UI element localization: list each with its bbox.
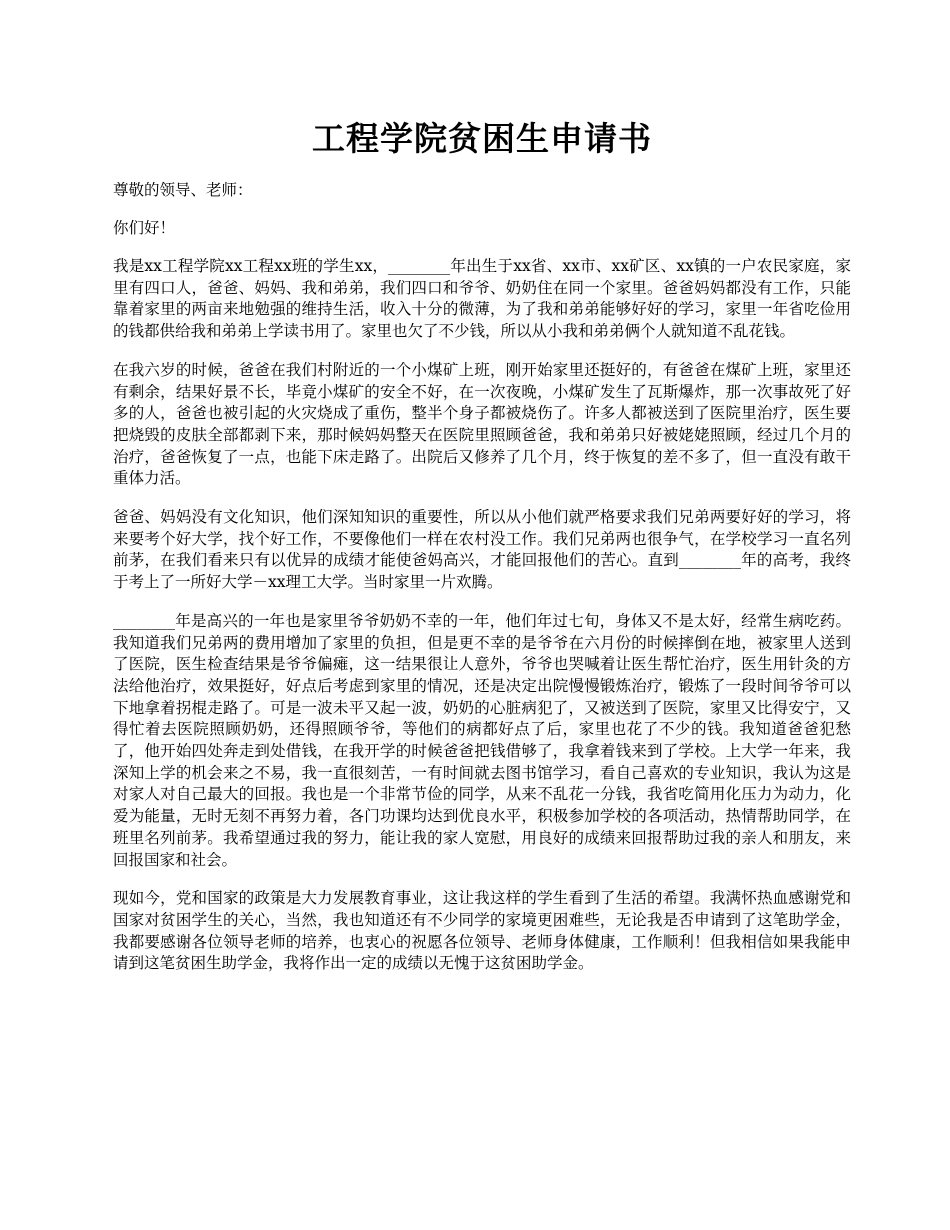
paragraph-education: 爸爸、妈妈没有文化知识，他们深知知识的重要性，所以从小他们就严格要求我们兄弟两要好好的学习，将来要考个好大学，找个好工作，不要像他们一样在农村没工作。我们兄弟两也很争气，在学校学习一直名列前茅，在我们看来只有以优异的成绩才能使爸妈高兴，才能回报他们的苦心。直到________年的高考，我终于考上了一所好大学－xx理工大学。当时家里一片欢腾。 bbox=[113, 508, 851, 592]
greeting: 你们好！ bbox=[113, 219, 176, 237]
paragraph-grandparents-and-study: ________年是高兴的一年也是家里爷爷奶奶不幸的一年，他们年过七旬，身体又不是太好，经常生病吃药。我知道我们兄弟两的费用增加了家里的负担，但是更不幸的是爷爷在六月份的时候摔倒在地，被家里人送到了医院，医生检查结果是爷爷偏瘫，这一结果很让人意外，爷爷也哭喊着让医生帮忙治疗，医生用针灸的方法给他治疗，效果挺好，好点后考虑到家里的情况，还是决定出院慢慢锻炼治疗，锻炼了一段时间爷爷可以下地拿着拐棍走路了。可是一波未平又起一波，奶奶的心脏病犯了，又被送到了医院，家里又比得安宁，又得忙着去医院照顾奶奶，还得照顾爷爷，等他们的病都好点了后，家里也花了不少的钱。我知道爸爸犯愁了，他开始四处奔走到处借钱，在我开学的时候爸爸把钱借够了，我拿着钱来到了学校。上大学一年来，我深知上学的机会来之不易，我一直很刻苦，一有时间就去图书馆学习，看自己喜欢的专业知识，我认为这是对家人对自己最大的回报。我也是一个非常节俭的同学，从来不乱花一分钱，我省吃简用化压力为动力，化爱为能量，无时无刻不再努力着，各门功课均达到优良水平，积极参加学校的各项活动，热情帮助同学，在班里名列前茅。我希望通过我的努力，能让我的家人宽慰，用良好的成绩来回报帮助过我的亲人和朋友，来回报国家和社会。 bbox=[113, 611, 851, 869]
paragraph-closing: 现如今，党和国家的政策是大力发展教育事业，这让我这样的学生看到了生活的希望。我满怀热血感谢党和国家对贫困学生的关心，当然，我也知道还有不少同学的家境更困难些，无论我是否申请到了这笔助学金，我都要感谢各位领导老师的培养，也衷心的祝愿各位领导、老师身体健康，工作顺利！但我相信如果我能申请到这笔贫困生助学金，我将作出一定的成绩以无愧于这贫困助学金。 bbox=[113, 889, 851, 973]
paragraph-father-accident: 在我六岁的时候，爸爸在我们村附近的一个小煤矿上班，刚开始家里还挺好的，有爸爸在煤矿上班，家里还有剩余，结果好景不长，毕竟小煤矿的安全不好，在一次夜晚，小煤矿发生了瓦斯爆炸，那一次事故死了好多的人，爸爸也被引起的火灾烧成了重伤，整半个身子都被烧伤了。许多人都被送到了医院里治疗，医生要把烧毁的皮肤全部都剥下来，那时候妈妈整天在医院里照顾爸爸，我和弟弟只好被姥姥照顾，经过几个月的治疗，爸爸恢复了一点，也能下床走路了。出院后又修养了几个月，终于恢复的差不多了，但一直没有敢干重体力活。 bbox=[113, 360, 851, 488]
document-title: 工程学院贫困生申请书 bbox=[312, 119, 652, 158]
document-page bbox=[113, 0, 851, 975]
paragraph-family-background: 我是xx工程学院xx工程xx班的学生xx，________年出生于xx省、xx市、xx矿区、xx镇的一户农民家庭，家里有四口人，爸爸、妈妈、我和弟弟，我们四口和爷爷、奶奶住在同一个家里。爸爸妈妈都没有工作，只能靠着家里的两亩来地勉强的维持生活，收入十分的微薄，为了我和弟弟能够好好的学习，家里一年省吃俭用的钱都供给我和弟弟上学读书用了。家里也欠了不少钱，所以从小我和弟弟俩个人就知道不乱花钱。 bbox=[113, 257, 851, 341]
salutation: 尊敬的领导、老师： bbox=[113, 181, 253, 199]
